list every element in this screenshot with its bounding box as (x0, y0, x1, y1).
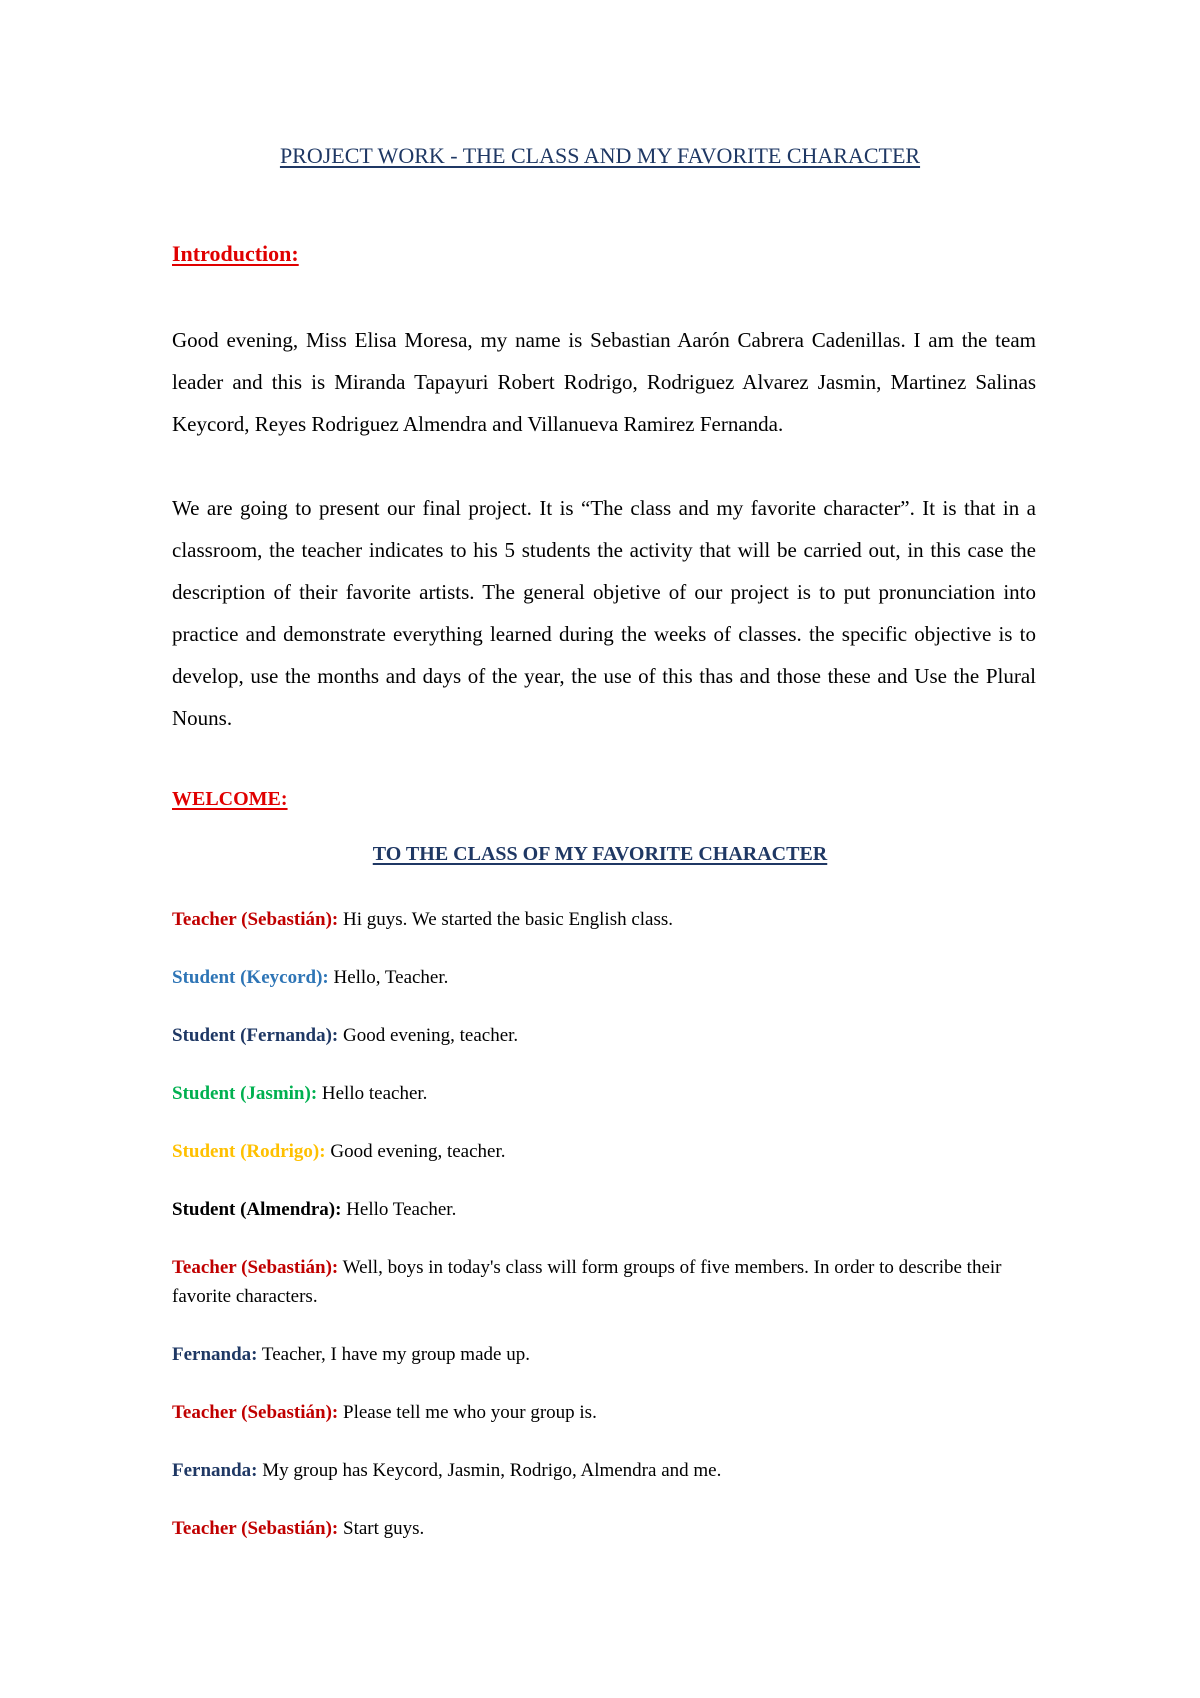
intro-paragraph-2: We are going to present our final project. It is “The class and my favorite character”. It is that in a classroom, the teacher indicates to his 5 students the activity that will be carried out, in this case the description of their favorite artists. The general objetive of our project is to put pronunciation into practice and demonstrate everything learned during the weeks of classes. the specific objective is to develop, use the months and days of the year, the use of this thas and those these and Use the Plural Nouns. (172, 496, 1036, 730)
speaker-name: Teacher (Sebastián): (172, 1257, 339, 1278)
speaker-name: Student (Keycord): (172, 967, 329, 988)
dialogue-line (172, 1398, 1036, 1427)
speaker-line: My group has Keycord, Jasmin, Rodrigo, Almendra and me. (262, 1460, 722, 1481)
dialogue-list (172, 905, 1036, 1572)
section-subtitle: TO THE CLASS OF MY FAVORITE CHARACTER (372, 843, 828, 865)
introduction-heading: Introduction: (172, 241, 299, 266)
speaker-line: Good evening, teacher. (343, 1025, 519, 1046)
dialogue-line (172, 1137, 1036, 1166)
speaker-name: Teacher (Sebastián): (172, 1402, 339, 1423)
dialogue-line (172, 1021, 1036, 1050)
dialogue-line (172, 1079, 1036, 1108)
welcome-heading: WELCOME: (172, 788, 288, 810)
speaker-name: Student (Rodrigo): (172, 1141, 326, 1162)
speaker-line: Teacher, I have my group made up. (261, 1344, 530, 1365)
dialogue-line (172, 905, 1036, 934)
dialogue-line (172, 963, 1036, 992)
dialogue-line (172, 1253, 1036, 1311)
speaker-line: Hello teacher. (321, 1083, 428, 1104)
speaker-line: Good evening, teacher. (330, 1141, 506, 1162)
dialogue-line (172, 1514, 1036, 1543)
speaker-line: Hello Teacher. (346, 1199, 457, 1220)
speaker-name: Fernanda: (172, 1460, 258, 1481)
speaker-name: Teacher (Sebastián): (172, 909, 339, 930)
dialogue-line (172, 1340, 1036, 1369)
speaker-name: Student (Almendra): (172, 1199, 342, 1220)
speaker-line: Hi guys. We started the basic English class. (343, 909, 674, 930)
speaker-line: Hello, Teacher. (333, 967, 449, 988)
speaker-name: Student (Fernanda): (172, 1025, 339, 1046)
dialogue-line (172, 1456, 1036, 1485)
dialogue-line (172, 1195, 1036, 1224)
speaker-name: Teacher (Sebastián): (172, 1518, 339, 1539)
intro-paragraph-1: Good evening, Miss Elisa Moresa, my name is Sebastian Aarón Cabrera Cadenillas. I am the team leader and this is Miranda Tapayuri Robert Rodrigo, Rodriguez Alvarez Jasmin, Martinez Salinas Keycord, Reyes Rodriguez Almendra and Villanueva Ramirez Fernanda. (172, 328, 1036, 436)
speaker-line: Well, boys in today's class will form groups of five members. In order to describe their favorite characters. (172, 1257, 1002, 1307)
speaker-name: Fernanda: (172, 1344, 258, 1365)
speaker-line: Start guys. (343, 1518, 425, 1539)
document-title: PROJECT WORK - THE CLASS AND MY FAVORITE CHARACTER (279, 143, 921, 168)
speaker-line: Please tell me who your group is. (343, 1402, 597, 1423)
speaker-name: Student (Jasmin): (172, 1083, 318, 1104)
